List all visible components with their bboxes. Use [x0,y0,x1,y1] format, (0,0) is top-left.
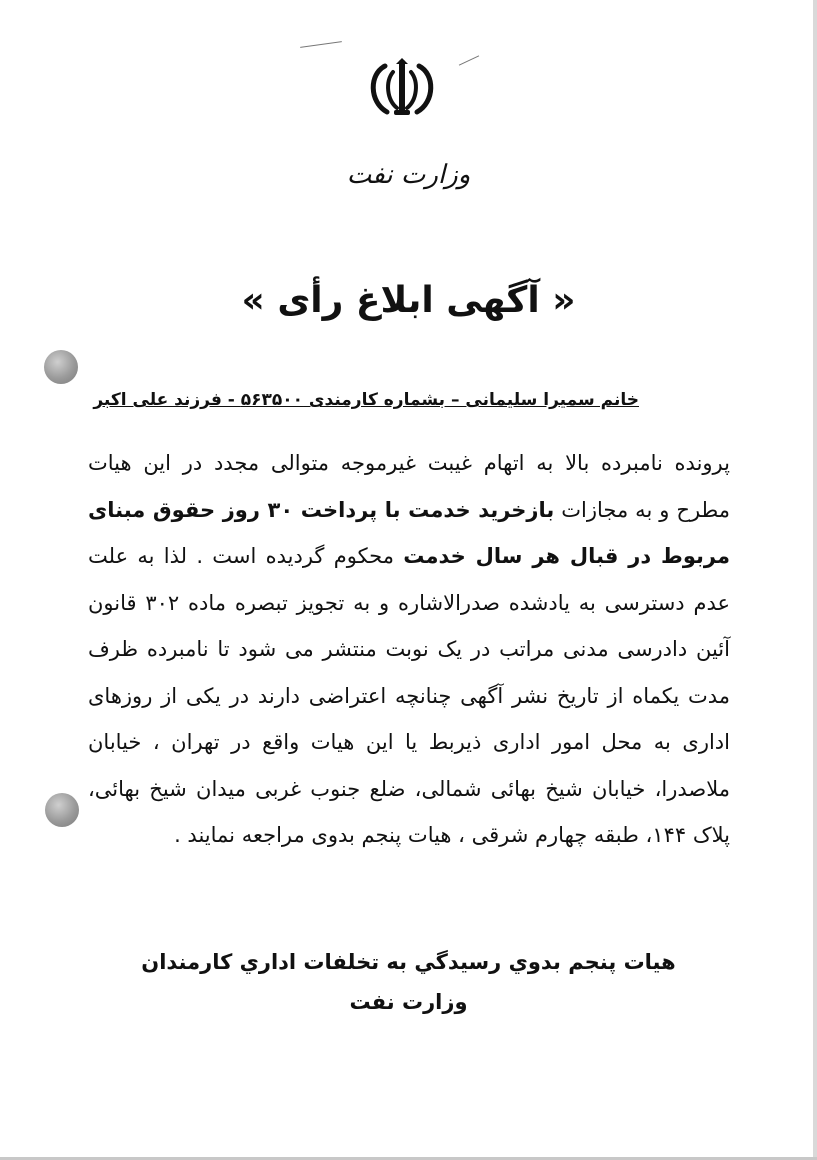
body-text-part: محکوم گردیده است . لذا به علت عدم دسترسی به یادشده صدرالاشاره و به تجویز تبصره ماده ۳۰۲ قانون آئین دادرسی مدنی مراتب در یک نوبت منتشر می شود تا نامبرده ظرف مدت یکماه از تاریخ نشر آگهی چنانچه اعتراضی دارند در یکی از روزهای اداری به محل امور اداری ذیربط یا این هیات واقع در تهران ، خیابان ملاصدرا، خیابان شیخ بهائی شمالی، ضلع جنوب غربی میدان شیخ بهائی، پلاک ۱۴۴، طبقه چهارم شرقی ، هیات پنجم بدوی مراجعه نمایند . [88,544,731,847]
notice-title: « آگهی ابلاغ رأی » [241,280,576,321]
signature-block [0,942,817,1022]
penalty-text: بازخرید خدمت با پرداخت ۳۰ روز حقوق مبنای مربوط در قبال هر سال خدمت [88,497,730,568]
notice-body [88,440,730,859]
scan-mark [459,55,479,65]
signature-board-name: هيات پنجم بدوي رسيدگي به تخلفات اداري كارمندان [141,950,676,974]
punch-hole-bottom [45,793,79,827]
body-text-part: پرونده نامبرده بالا به اتهام غیبت غیرموجه متوالی مجدد در این هیات مطرح و به مجازات [88,451,731,522]
notice-subject-line: خانم سمیرا سلیمانی – بشماره کارمندی ۵۶۳۵۰۰ - فرزند علی اکبر [93,390,639,410]
punch-hole-top [44,350,78,384]
signature-ministry: وزارت نفت [349,990,468,1014]
ministry-name-header: وزارت نفت [346,160,471,190]
scan-mark [300,41,342,48]
iran-emblem-icon [363,58,441,120]
